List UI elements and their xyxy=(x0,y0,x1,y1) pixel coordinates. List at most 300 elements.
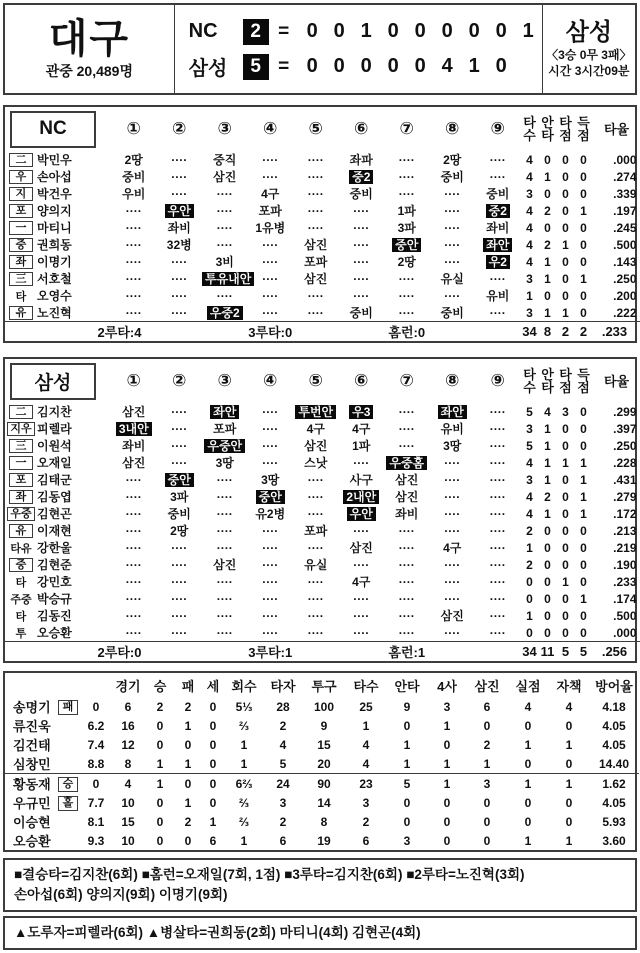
inning-cell: 2땅 xyxy=(384,253,430,270)
home-team-name: 삼성 xyxy=(566,19,612,47)
pitching-col-header: 방어율 xyxy=(589,673,639,697)
inning-run-value: 0 xyxy=(299,20,326,43)
inning-cell: 중비 xyxy=(157,505,203,522)
team-total: 8 xyxy=(539,322,557,342)
inning-cell: ···· xyxy=(339,590,385,607)
stat-cell: 0 xyxy=(557,185,575,202)
inning-cell: ···· xyxy=(248,420,294,437)
pitching-body xyxy=(5,697,639,850)
stat-cell: 1 xyxy=(575,202,593,219)
batting-footer-row xyxy=(5,642,640,662)
inning-cell: 사구 xyxy=(339,471,385,488)
position-label: 一 xyxy=(9,456,33,470)
inning-cell: ···· xyxy=(248,304,294,322)
batter-row xyxy=(5,573,640,590)
player-name: 마티니 xyxy=(37,219,111,236)
inning-cell: 1파 xyxy=(339,437,385,454)
batting-footer xyxy=(5,322,640,342)
stat-cell: 4 xyxy=(539,403,557,420)
pitching-stat-cell: 4 xyxy=(345,754,387,774)
pitching-stat-cell: 1 xyxy=(225,754,263,774)
position-label: 유 xyxy=(9,306,33,320)
inning-cell xyxy=(339,168,385,185)
pitching-stat-cell: 5⅓ xyxy=(225,697,263,716)
inning-cell: ···· xyxy=(202,185,248,202)
stat-cell: 0 xyxy=(575,573,593,590)
position-label: 一 xyxy=(9,221,33,235)
inning-cell: ···· xyxy=(475,151,521,168)
player-name: 김현곤 xyxy=(37,505,111,522)
hit-highlight: 3내안 xyxy=(116,422,152,436)
batting-average: .197 xyxy=(593,202,640,219)
player-name: 이원석 xyxy=(37,437,111,454)
position-cell xyxy=(5,437,37,454)
inning-cell: 삼진 xyxy=(293,236,339,253)
hit-highlight: 우안 xyxy=(165,204,194,218)
batter-row xyxy=(5,270,640,287)
inning-cell xyxy=(157,202,203,219)
decision-label: 패 xyxy=(58,700,78,715)
inning-cell: ···· xyxy=(248,624,294,642)
stat-cell: 0 xyxy=(575,219,593,236)
stat-col-header-bottom: 점 xyxy=(575,381,593,394)
team-total: 34 xyxy=(521,642,539,662)
position-cell xyxy=(5,185,37,202)
entry-point: 9.3 xyxy=(81,831,111,850)
pitcher-row xyxy=(5,716,639,735)
position-cell xyxy=(5,539,37,556)
player-name: 권희동 xyxy=(37,236,111,253)
stat-cell: 0 xyxy=(557,556,575,573)
batter-row xyxy=(5,219,640,236)
inning-run-value: 1 xyxy=(461,55,488,78)
batting-average: .172 xyxy=(593,505,640,522)
inning-cell: ···· xyxy=(248,590,294,607)
team-batting-average: .256 xyxy=(593,642,640,662)
hit-highlight: 좌안 xyxy=(483,238,512,252)
inning-cell: ···· xyxy=(384,607,430,624)
batting-average: .213 xyxy=(593,522,640,539)
position-label: 타 xyxy=(10,291,32,303)
inning-cell: ···· xyxy=(430,488,476,505)
inning-cell xyxy=(339,505,385,522)
pitching-stat-cell: 19 xyxy=(303,831,345,850)
inning-cell: ···· xyxy=(111,287,157,304)
inning-cell: ···· xyxy=(202,471,248,488)
inning-cell: ···· xyxy=(475,624,521,642)
pitching-stat-cell: 1 xyxy=(175,754,201,774)
decision-cell xyxy=(55,697,81,716)
inning-cell: ···· xyxy=(384,270,430,287)
position-cell xyxy=(5,471,37,488)
scoreboard-innings xyxy=(299,55,515,78)
inning-cell: ···· xyxy=(202,573,248,590)
stat-cell: 0 xyxy=(575,539,593,556)
batting-average: .279 xyxy=(593,488,640,505)
inning-cell: 중비 xyxy=(430,168,476,185)
pitching-stat-cell: 14 xyxy=(303,793,345,812)
pitching-col-header: 삼진 xyxy=(467,673,507,697)
pitching-stat-cell: 1 xyxy=(549,735,589,754)
inning-run-value: 0 xyxy=(434,20,461,43)
stat-col-header-top: 득 xyxy=(575,116,593,129)
inning-cell: ···· xyxy=(157,590,203,607)
inning-cell xyxy=(339,403,385,420)
position-label: 우중 xyxy=(7,507,34,521)
doubles-summary: 2루타:4 xyxy=(37,322,202,342)
stat-cell: 0 xyxy=(557,253,575,270)
position-cell xyxy=(5,270,37,287)
stat-cell: 1 xyxy=(521,539,539,556)
inning-cell: ···· xyxy=(111,471,157,488)
inning-cell: ···· xyxy=(157,304,203,322)
pitching-col-header: 회수 xyxy=(225,673,263,697)
inning-cell: ···· xyxy=(248,168,294,185)
pitching-stat-cell: 5 xyxy=(263,754,303,774)
position-label: 좌 xyxy=(9,490,33,504)
pitching-stat-cell: 0 xyxy=(201,735,225,754)
decision-cell xyxy=(55,716,81,735)
inning-cell: ···· xyxy=(475,471,521,488)
pitching-stat-cell: 0 xyxy=(549,793,589,812)
inning-cell: 4구 xyxy=(293,420,339,437)
entry-point: 0 xyxy=(81,697,111,716)
stat-cell: 1 xyxy=(539,168,557,185)
inning-cell: 유2병 xyxy=(248,505,294,522)
pitching-stat-cell: 0 xyxy=(145,716,175,735)
footer-spacer xyxy=(475,642,521,662)
batting-average: .299 xyxy=(593,403,640,420)
inning-cell: 3땅 xyxy=(430,437,476,454)
pitching-col-header: 타자 xyxy=(263,673,303,697)
pitching-stat-cell: 1 xyxy=(549,831,589,850)
inning-cell: 유비 xyxy=(475,287,521,304)
stat-cell: 4 xyxy=(521,454,539,471)
inning-cell: ···· xyxy=(202,539,248,556)
pitching-stat-cell: 2 xyxy=(467,735,507,754)
inning-cell: 3비 xyxy=(202,253,248,270)
batting-average: .274 xyxy=(593,168,640,185)
stat-col-header xyxy=(539,359,557,403)
inning-cell: ···· xyxy=(384,168,430,185)
position-label: 유 xyxy=(9,524,33,538)
stat-cell: 0 xyxy=(575,420,593,437)
inning-cell: ···· xyxy=(202,607,248,624)
stat-col-header xyxy=(557,359,575,403)
homeruns-summary: 홈런:0 xyxy=(339,322,476,342)
inning-cell: ···· xyxy=(248,270,294,287)
scoreboard-team-label: NC xyxy=(189,20,243,43)
batting-average: .250 xyxy=(593,270,640,287)
samsung-batting-box xyxy=(3,357,637,663)
pitching-stat-cell: 4 xyxy=(111,774,145,794)
hit-highlight: 투유내안 xyxy=(202,272,254,286)
inning-cell: 삼진 xyxy=(111,454,157,471)
stat-cell: 1 xyxy=(575,471,593,488)
hit-highlight: 중2 xyxy=(349,170,373,184)
pitching-stat-cell: 0 xyxy=(427,812,467,831)
position-label: 타 xyxy=(10,577,32,589)
pitching-stat-cell: 24 xyxy=(263,774,303,794)
stat-cell: 1 xyxy=(539,505,557,522)
inning-cell: ···· xyxy=(475,437,521,454)
pitching-header-row xyxy=(5,673,639,697)
stat-col-header-top: 안 xyxy=(539,116,557,129)
position-cell xyxy=(5,505,37,522)
stat-cell: 4 xyxy=(521,219,539,236)
batter-row xyxy=(5,304,640,322)
pitcher-row xyxy=(5,754,639,774)
stat-cell: 3 xyxy=(521,304,539,322)
inning-cell: 포파 xyxy=(293,253,339,270)
inning-cell: ···· xyxy=(111,590,157,607)
stat-cell: 1 xyxy=(557,454,575,471)
pitching-stat-cell: 4 xyxy=(549,697,589,716)
pitching-stat-cell: 1 xyxy=(225,735,263,754)
decision-label: 승 xyxy=(58,777,78,792)
batter-row xyxy=(5,236,640,253)
stat-cell: 4 xyxy=(521,236,539,253)
inning-cell: ···· xyxy=(475,420,521,437)
inning-cell: 4구 xyxy=(248,185,294,202)
stat-col-header xyxy=(521,107,539,151)
batting-header-row xyxy=(5,107,640,151)
inning-cell: 포파 xyxy=(293,522,339,539)
stat-col-header-top: 안 xyxy=(539,368,557,381)
stat-cell: 0 xyxy=(575,168,593,185)
inning-cell: 3땅 xyxy=(248,471,294,488)
pitching-box xyxy=(3,671,637,852)
batter-row xyxy=(5,590,640,607)
position-cell xyxy=(5,556,37,573)
hit-highlight: 우2 xyxy=(486,255,510,269)
stat-cell: 1 xyxy=(539,437,557,454)
team-cell xyxy=(5,107,111,151)
pitching-stat-cell: 5.93 xyxy=(589,812,639,831)
pitching-stat-cell: 0 xyxy=(175,831,201,850)
player-name: 강한울 xyxy=(37,539,111,556)
pitching-stat-cell: 4.05 xyxy=(589,716,639,735)
position-label: 우 xyxy=(9,170,33,184)
pitching-stat-cell: 0 xyxy=(387,716,427,735)
batting-average-header: 타율 xyxy=(593,107,640,151)
stat-cell: 0 xyxy=(557,590,575,607)
position-cell xyxy=(5,168,37,185)
batter-row xyxy=(5,556,640,573)
inning-cell: 유실 xyxy=(293,556,339,573)
pitching-stat-cell: 0 xyxy=(201,793,225,812)
player-name: 박승규 xyxy=(37,590,111,607)
pitching-stat-cell: 2 xyxy=(175,812,201,831)
inning-cell: ···· xyxy=(475,522,521,539)
inning-run-value: 0 xyxy=(461,20,488,43)
inning-cell: ···· xyxy=(111,236,157,253)
pitching-stat-cell: 3 xyxy=(387,831,427,850)
stat-cell: 0 xyxy=(575,624,593,642)
inning-cell: ···· xyxy=(111,556,157,573)
entry-point: 8.8 xyxy=(81,754,111,774)
batting-average: .219 xyxy=(593,539,640,556)
inning-cell: ···· xyxy=(248,573,294,590)
stat-cell: 0 xyxy=(557,420,575,437)
inning-cell: ···· xyxy=(248,607,294,624)
inning-cell: ···· xyxy=(430,556,476,573)
position-cell xyxy=(5,624,37,642)
pitching-col-header: 패 xyxy=(175,673,201,697)
team-total: 11 xyxy=(539,642,557,662)
decision-cell xyxy=(55,812,81,831)
stat-cell: 0 xyxy=(575,403,593,420)
inning-cell: ···· xyxy=(293,304,339,322)
pitching-col-header: 안타 xyxy=(387,673,427,697)
inning-cell: ···· xyxy=(157,403,203,420)
pitcher-row xyxy=(5,793,639,812)
pitcher-row xyxy=(5,735,639,754)
inning-cell: ···· xyxy=(384,573,430,590)
inning-cell: 3파 xyxy=(384,219,430,236)
position-cell xyxy=(5,607,37,624)
stat-cell: 1 xyxy=(575,505,593,522)
inning-cell: ···· xyxy=(157,539,203,556)
stat-cell: 5 xyxy=(521,437,539,454)
pitching-stat-cell: 28 xyxy=(263,697,303,716)
pitching-stat-cell: 3.60 xyxy=(589,831,639,850)
team-total: 5 xyxy=(557,642,575,662)
stat-cell: 1 xyxy=(539,420,557,437)
player-name: 김태군 xyxy=(37,471,111,488)
stat-cell: 0 xyxy=(575,151,593,168)
inning-run-value: 1 xyxy=(515,20,542,43)
inning-cell: ···· xyxy=(157,253,203,270)
pitcher-row xyxy=(5,697,639,716)
batter-row xyxy=(5,505,640,522)
inning-cell: 좌파 xyxy=(339,151,385,168)
nc-batting-box xyxy=(3,105,637,343)
stat-cell: 0 xyxy=(557,607,575,624)
pitcher-row xyxy=(5,774,639,794)
batter-row xyxy=(5,539,640,556)
inning-number-header: ⑨ xyxy=(475,107,521,151)
stat-cell: 3 xyxy=(521,420,539,437)
position-cell xyxy=(5,488,37,505)
pitching-stat-cell: 2 xyxy=(145,697,175,716)
inning-cell: ···· xyxy=(111,539,157,556)
inning-number-header: ⑥ xyxy=(339,359,385,403)
inning-cell: ···· xyxy=(111,505,157,522)
stat-cell: 1 xyxy=(521,607,539,624)
player-name: 오재일 xyxy=(37,454,111,471)
stat-cell: 0 xyxy=(557,168,575,185)
inning-cell: ···· xyxy=(157,437,203,454)
pitcher-name: 송명기 xyxy=(5,697,55,716)
stat-cell: 2 xyxy=(539,202,557,219)
inning-number-header: ① xyxy=(111,107,157,151)
pitching-stat-cell: 0 xyxy=(387,812,427,831)
pitching-stat-cell: 1.62 xyxy=(589,774,639,794)
inning-cell: 4구 xyxy=(339,420,385,437)
inning-cell xyxy=(475,253,521,270)
inning-cell: ···· xyxy=(384,590,430,607)
stat-cell: 0 xyxy=(575,253,593,270)
stat-cell: 2 xyxy=(539,236,557,253)
stat-cell: 3 xyxy=(521,270,539,287)
position-cell xyxy=(5,202,37,219)
inning-cell: ···· xyxy=(339,454,385,471)
stat-cell: 5 xyxy=(521,403,539,420)
pitching-stat-cell: 90 xyxy=(303,774,345,794)
stat-col-header xyxy=(575,359,593,403)
inning-cell: ···· xyxy=(293,168,339,185)
pitching-stat-cell: 4 xyxy=(507,697,549,716)
pitching-stat-cell: 1 xyxy=(225,831,263,850)
inning-cell: 삼진 xyxy=(111,403,157,420)
pitching-stat-cell: 0 xyxy=(467,716,507,735)
pitching-stat-cell: 2 xyxy=(345,812,387,831)
inning-cell: ···· xyxy=(384,624,430,642)
stat-cell: 4 xyxy=(521,151,539,168)
inning-cell: ···· xyxy=(430,454,476,471)
inning-cell: ···· xyxy=(475,168,521,185)
pitching-stat-cell: 1 xyxy=(427,754,467,774)
pitching-stat-cell: 100 xyxy=(303,697,345,716)
player-name: 오승환 xyxy=(37,624,111,642)
batting-average: .233 xyxy=(593,573,640,590)
inning-cell: ···· xyxy=(475,590,521,607)
pitching-stat-cell: 4.05 xyxy=(589,793,639,812)
pitching-col-header: 투구 xyxy=(303,673,345,697)
inning-cell: ···· xyxy=(430,219,476,236)
stat-cell: 3 xyxy=(557,403,575,420)
scoreboard-row xyxy=(189,18,542,46)
inning-cell: ···· xyxy=(111,253,157,270)
inning-number-header: ③ xyxy=(202,359,248,403)
inning-cell: ···· xyxy=(475,488,521,505)
entry-point: 6.2 xyxy=(81,716,111,735)
position-label: 二 xyxy=(9,153,33,167)
batter-row xyxy=(5,420,640,437)
inning-cell: ···· xyxy=(293,287,339,304)
inning-cell: ···· xyxy=(475,607,521,624)
stat-cell: 1 xyxy=(575,488,593,505)
pitching-stat-cell: 3 xyxy=(427,697,467,716)
inning-cell: ···· xyxy=(157,168,203,185)
hit-highlight: 중2 xyxy=(486,204,510,218)
hit-highlight: 우3 xyxy=(349,405,373,419)
footer-spacer xyxy=(5,642,37,662)
stat-cell: 0 xyxy=(557,287,575,304)
pitching-stat-cell: 0 xyxy=(175,774,201,794)
batting-header-row xyxy=(5,359,640,403)
player-name: 노진혁 xyxy=(37,304,111,322)
inning-cell: ···· xyxy=(293,624,339,642)
inning-cell: ···· xyxy=(339,287,385,304)
pitching-stat-cell: 1 xyxy=(345,716,387,735)
player-name: 이재현 xyxy=(37,522,111,539)
pitching-stat-cell: 15 xyxy=(303,735,345,754)
stat-col-header xyxy=(521,359,539,403)
inning-cell: 좌비 xyxy=(157,219,203,236)
inning-cell xyxy=(248,488,294,505)
inning-run-value: 0 xyxy=(326,55,353,78)
pitcher-row xyxy=(5,812,639,831)
position-cell xyxy=(5,236,37,253)
scoreboard-innings xyxy=(299,20,542,43)
stat-cell: 0 xyxy=(539,287,557,304)
pitching-stat-cell: 9 xyxy=(303,716,345,735)
pitching-stat-cell: 6 xyxy=(345,831,387,850)
inning-run-value: 4 xyxy=(434,55,461,78)
inning-cell: 중비 xyxy=(339,185,385,202)
